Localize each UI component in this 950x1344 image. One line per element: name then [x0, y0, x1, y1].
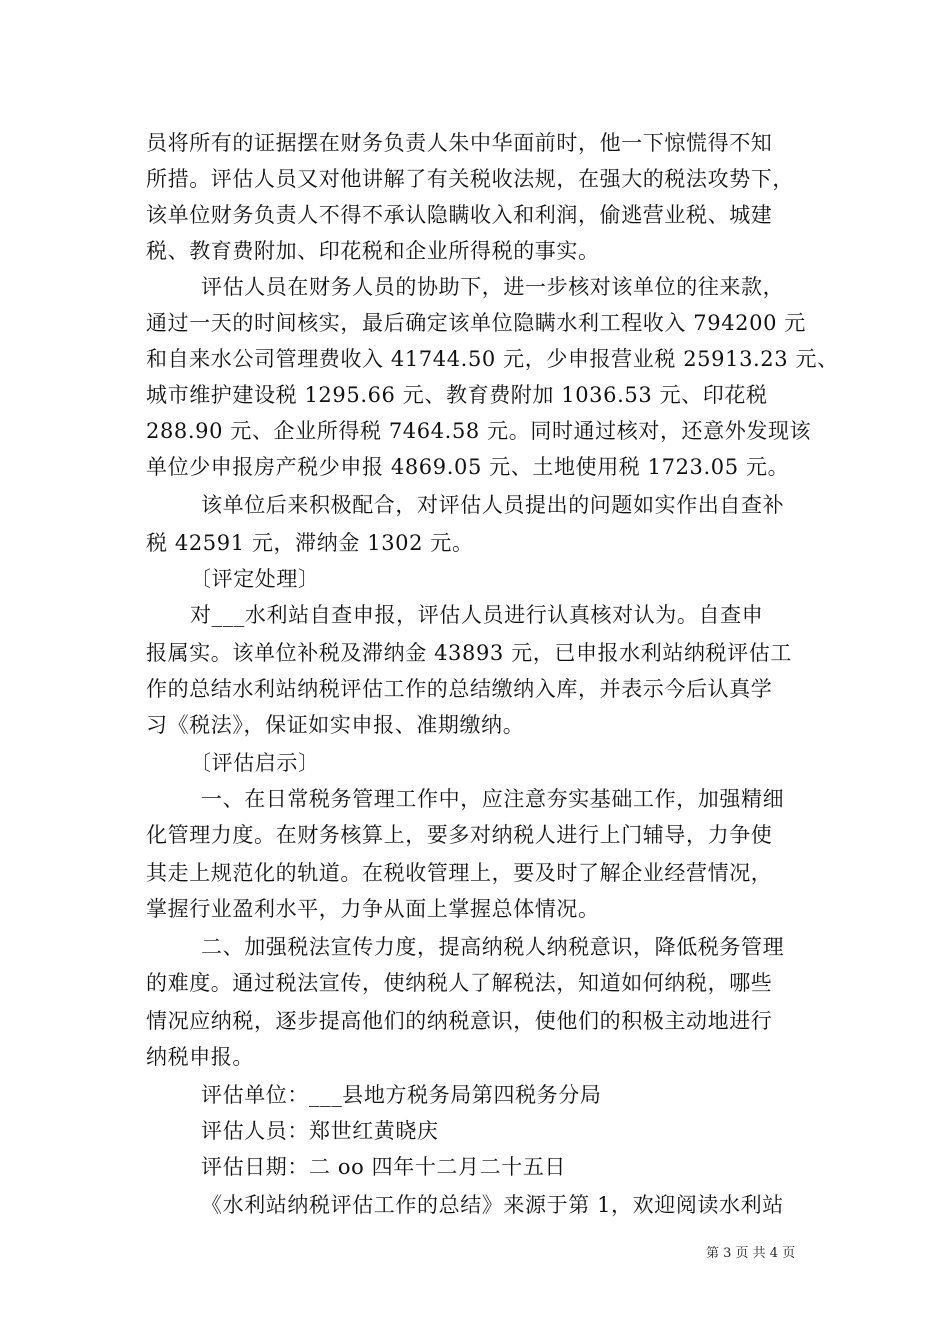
evaluation-date: 评估日期：二 oo 四年十二月二十五日 [201, 1155, 567, 1179]
paragraph-line: 的难度。通过税法宣传，使纳税人了解税法，知道如何纳税，哪些 [146, 971, 773, 995]
paragraph-line: 纳税申报。 [146, 1045, 254, 1069]
paragraph-line: 作的总结水利站纳税评估工作的总结缴纳入库，并表示今后认真学 [146, 677, 773, 701]
paragraph-line: 城市维护建设税 1295.66 元、教育费附加 1036.53 元、印花税 [146, 383, 768, 407]
paragraph-line: 化管理力度。在财务核算上，要多对纳税人进行上门辅导，力争使 [146, 823, 773, 847]
evaluation-staff: 评估人员：郑世红黄晓庆 [201, 1119, 439, 1143]
paragraph-line: 评估人员在财务人员的协助下，进一步核对该单位的往来款， [201, 275, 785, 299]
paragraph-line: 和自来水公司管理费收入 41744.50 元，少申报营业税 25913.23 元、 [146, 347, 839, 371]
paragraph-line: 所措。评估人员又对他讲解了有关税收法规，在强大的税法攻势下， [146, 167, 794, 191]
paragraph-line: 通过一天的时间核实，最后确定该单位隐瞒水利工程收入 794200 元 [146, 311, 806, 335]
paragraph-line: 报属实。该单位补税及滞纳金 43893 元，已申报水利站纳税评估工 [146, 641, 792, 665]
page-number-footer: 第 3 页 共 4 页 [706, 1246, 796, 1261]
paragraph-line: 习《税法》，保证如实申报、准期缴纳。 [146, 713, 525, 737]
paragraph-line: 掌握行业盈利水平，力争从面上掌握总体情况。 [146, 897, 600, 921]
paragraph-line: 税、教育费附加、印花税和企业所得税的事实。 [146, 239, 600, 263]
paragraph-line: 员将所有的证据摆在财务负责人朱中华面前时，他一下惊慌得不知 [146, 131, 773, 155]
paragraph-line: 税 42591 元，滞纳金 1302 元。 [146, 531, 474, 555]
paragraph-line: 其走上规范化的轨道。在税收管理上，要及时了解企业经营情况， [146, 861, 773, 885]
paragraph-line: 该单位后来积极配合，对评估人员提出的问题如实作出自查补 [201, 493, 785, 517]
paragraph-line: 单位少申报房产税少申报 4869.05 元、土地使用税 1723.05 元。 [146, 455, 790, 479]
section-heading: 〔评估启示〕 [190, 751, 320, 775]
paragraph-line: 对___水利站自查申报，评估人员进行认真核对认为。自查申 [190, 603, 764, 627]
paragraph-line: 该单位财务负责人不得不承认隐瞒收入和利润，偷逃营业税、城建 [146, 203, 773, 227]
paragraph-line: 一、在日常税务管理工作中，应注意夯实基础工作，加强精细 [201, 787, 785, 811]
source-note: 《水利站纳税评估工作的总结》来源于第 1，欢迎阅读水利站 [201, 1193, 784, 1217]
paragraph-line: 二、加强税法宣传力度，提高纳税人纳税意识，降低税务管理 [201, 935, 785, 959]
section-heading: 〔评定处理〕 [190, 567, 320, 591]
paragraph-line: 情况应纳税，逐步提高他们的纳税意识，使他们的积极主动地进行 [146, 1009, 773, 1033]
paragraph-line: 288.90 元、企业所得税 7464.58 元。同时通过核对，还意外发现该 [146, 419, 812, 443]
evaluation-unit: 评估单位：___县地方税务局第四税务分局 [201, 1083, 602, 1107]
